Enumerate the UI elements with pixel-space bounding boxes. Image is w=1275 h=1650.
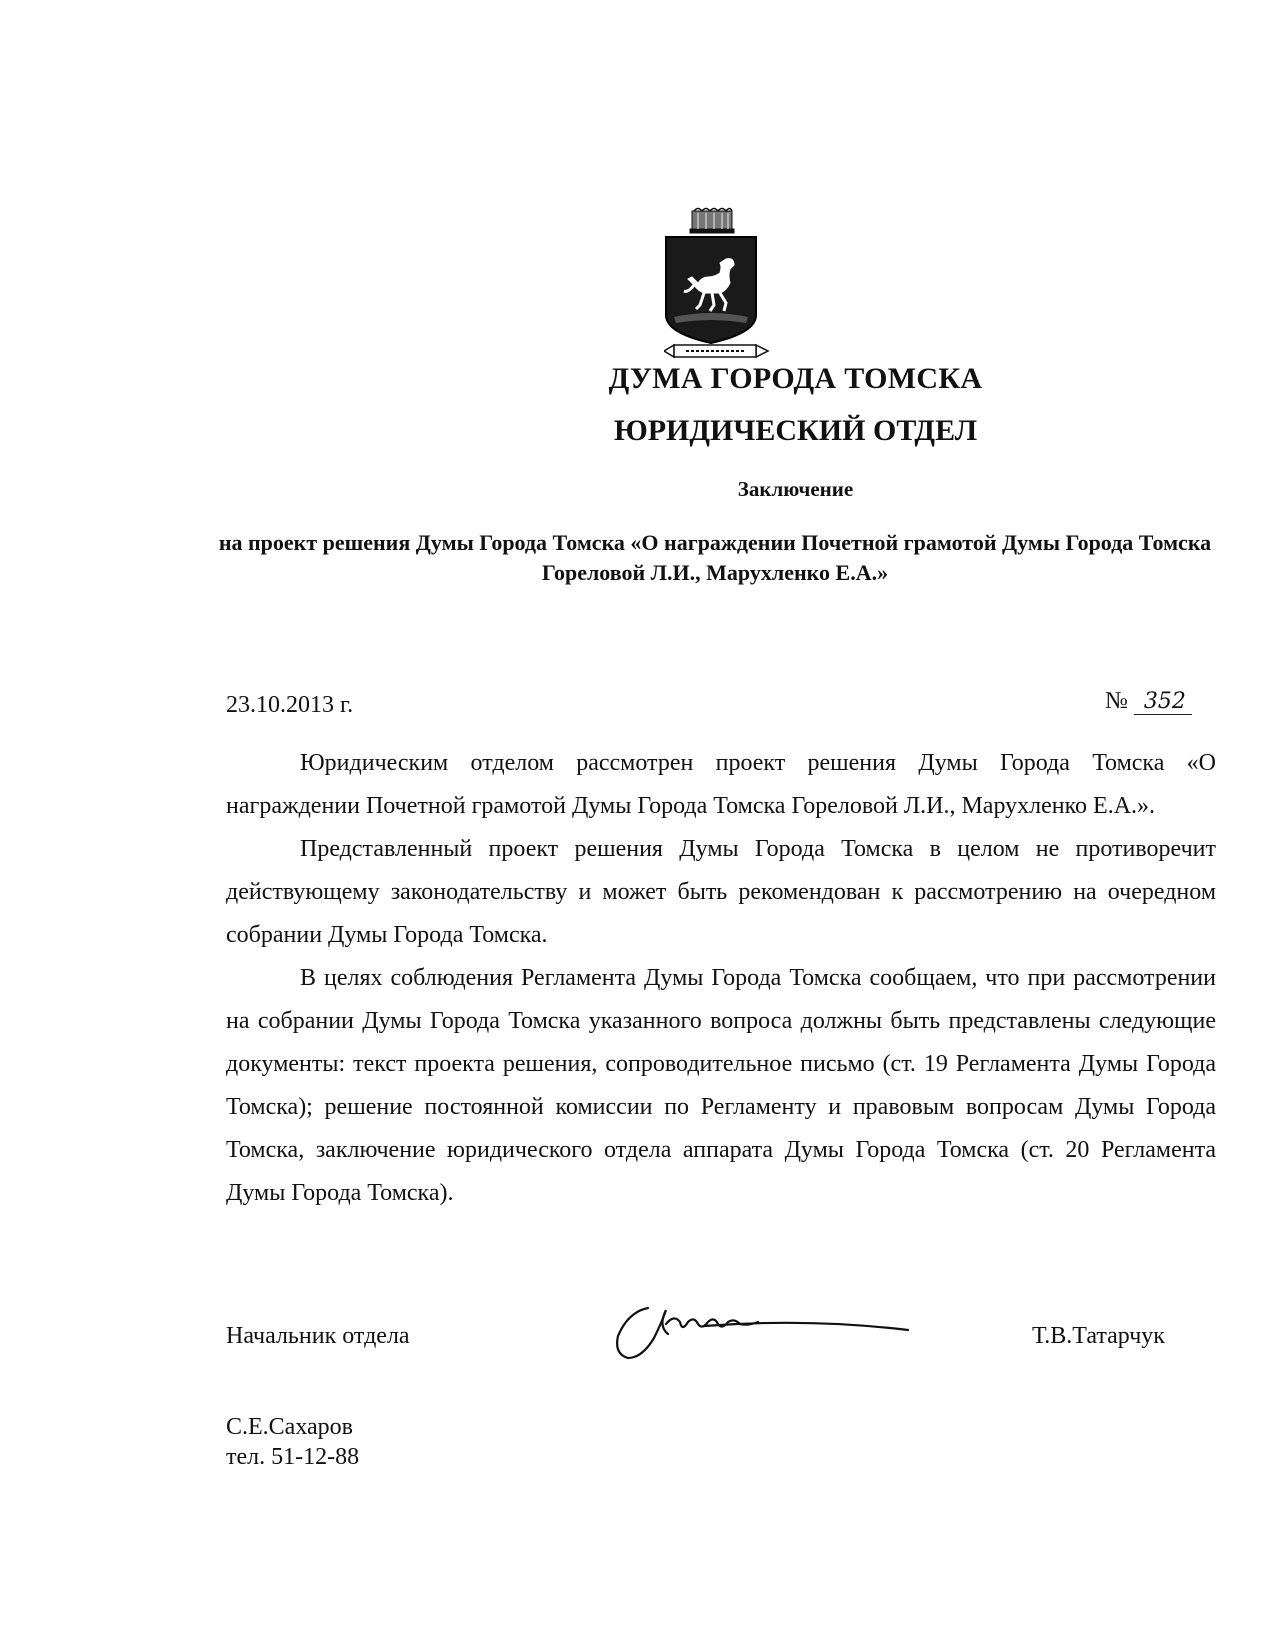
executor-name: С.Е.Сахаров bbox=[226, 1414, 353, 1440]
department-title: ЮРИДИЧЕСКИЙ ОТДЕЛ bbox=[613, 414, 978, 447]
document-subject: на проект решения Думы Города Томска «О награждении Почетной грамотой Думы Города Томска Гореловой Л.И., Марухленко Е.А.» bbox=[218, 530, 1212, 585]
document-date: 23.10.2013 г. bbox=[226, 692, 354, 718]
tomsk-coat-of-arms-icon bbox=[664, 205, 774, 370]
document-number bbox=[1105, 688, 1192, 715]
body-paragraph: В целях соблюдения Регламента Думы Города Томска сообщаем, что при рассмотрении на собрании Думы Города Томска указанного вопроса должны быть представлены следующие документы: текст проекта решения, сопроводительное письмо (ст. 19 Регламента Думы Города Томска); решение постоянной комиссии по Регламенту и правовым вопросам Думы Города Томска, заключение юридического отдела аппарата Думы Города Томска (ст. 20 Регламента Думы Города Томска). bbox=[226, 965, 1216, 1206]
number-label: № bbox=[1105, 688, 1128, 714]
body-paragraph: Юридическим отделом рассмотрен проект решения Думы Города Томска «О награждении Почетной грамотой Думы Города Томска Гореловой Л.И., Марухленко Е.А.». bbox=[226, 750, 1216, 819]
number-value: 352 bbox=[1134, 689, 1192, 715]
executor-block bbox=[226, 1412, 359, 1472]
executor-phone: тел. 51-12-88 bbox=[226, 1444, 360, 1470]
signatory-position: Начальник отдела bbox=[226, 1323, 410, 1349]
body-paragraph: Представленный проект решения Думы Города Томска в целом не противоречит действующему законодательству и может быть рекомендован к рассмотрению на очередном собрании Думы Города Томска. bbox=[226, 836, 1216, 948]
organization-title: ДУМА ГОРОДА ТОМСКА bbox=[608, 362, 983, 395]
signatory-name: Т.В.Татарчук bbox=[1032, 1323, 1165, 1349]
document-type: Заключение bbox=[737, 477, 854, 501]
document-body bbox=[226, 742, 1216, 1215]
handwritten-signature bbox=[608, 1296, 913, 1371]
